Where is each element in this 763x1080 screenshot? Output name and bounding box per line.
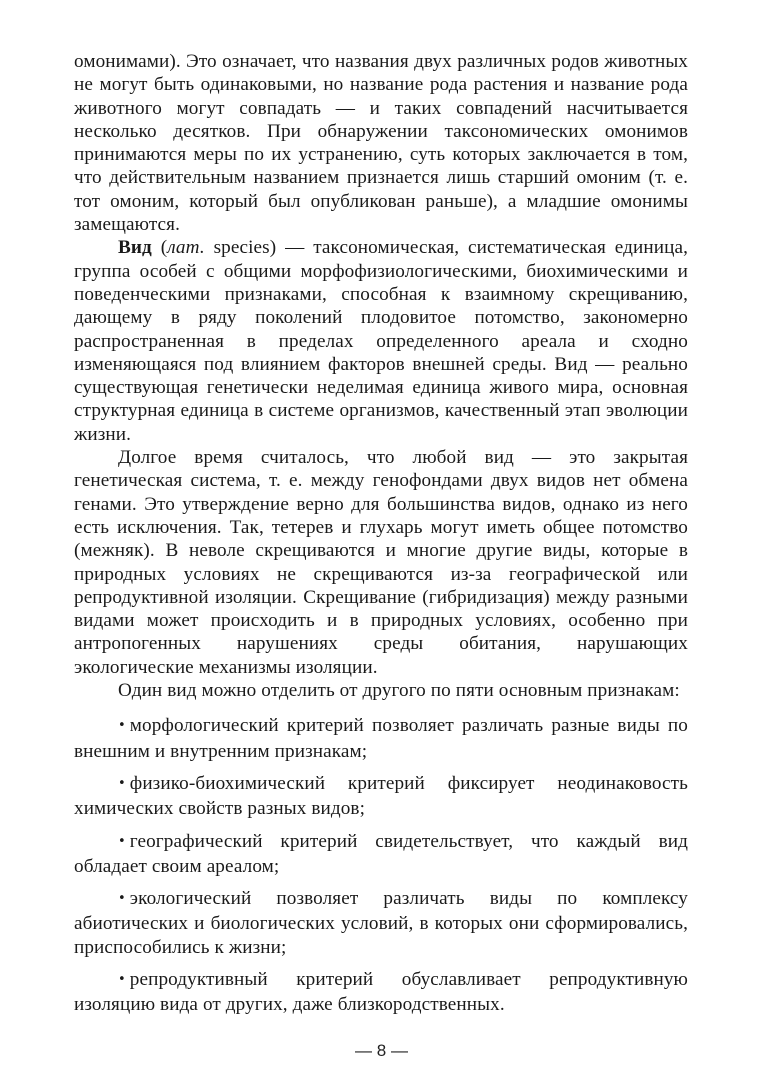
list-item-geographical: • географический критерий свидетельствует, что каждый вид обладает своим ареалом;: [74, 830, 688, 877]
list-item-reproductive: • репродуктивный критерий обуславливает репродуктивную изоляцию вида от других, даже близкородственных.: [74, 968, 688, 1016]
page-number: — 8 —: [355, 1041, 408, 1060]
paragraph-criteria-intro: Один вид можно отделить от другого по пяти основным признакам:: [118, 680, 680, 702]
page-body: [74, 50, 688, 1026]
paragraph-homonyms: омонимами). Это означает, что названия двух различных родов животных не могут быть одинаковыми, но название рода растения и название рода животного могут совпадать — и таких совпадений насчитывается несколько десятков. При обнаружении таксономических омонимов принимаются меры по их устранению, суть которых заключается в том, что действительным названием признается лишь старший омоним (т. е. тот омоним, который был опубликован раньше), а младшие омонимы замещаются.: [74, 51, 688, 236]
latin-abbrev: лат.: [167, 237, 205, 259]
bullet-icon: •: [118, 718, 126, 734]
term-species: Вид: [118, 237, 152, 259]
list-item-morphological: • морфологический критерий позволяет различать разные виды по внешним и внутренним признакам;: [74, 715, 688, 762]
paragraph-closed-genetic-system: Долгое время считалось, что любой вид — это закрытая генетическая система, т. е. между генофондами двух видов нет обмена генами. Это утверждение верно для большинства видов, однако из него есть исключения. Так, тетерев и глухарь могут иметь общее потомство (межняк). В неволе скрещиваются и многие другие виды, которые в природных условиях не скрещиваются из-за географической или репродуктивной изоляции. Скрещивание (гибридизация) между разными видами может происходить и в природных условиях, особенно при антропогенных нарушениях среды обитания, нарушающих экологические механизмы изоляции.: [74, 447, 688, 678]
bullet-icon: •: [118, 891, 126, 907]
paragraph-species-definition: Вид (лат. species) — таксономическая, систематическая единица, группа особей с общими морфофизиологическими, биохимическими и поведенческими признаками, способная к взаимному скрещиванию, дающему в ряду поколений плодовитое потомство, закономерно распространенная в пределах определенного ареала и сходно изменяющаяся под влиянием факторов внешней среды. Вид — реально существующая генетически неделимая единица живого мира, основная структурная единица в системе организмов, качественный этап эволюции жизни.: [74, 237, 689, 445]
bullet-icon: •: [118, 775, 126, 791]
bullet-icon: •: [118, 833, 126, 849]
bullet-icon: •: [118, 971, 126, 987]
list-item-biochemical: • физико-биохимический критерий фиксирует неодинаковость химических свойств разных видов;: [74, 772, 688, 820]
species-definition-text: — таксономическая, систематическая единица, группа особей с общими морфофизиологическими, биохимическими и поведенческими признаками, способная к взаимному скрещиванию, дающему в ряду поколений плодовитое потомство, закономерно распространенная в пределах определенного ареала и сходно изменяющаяся под влиянием факторов внешней среды. Вид — реально существующая генетически неделимая единица живого мира, основная структурная единица в системе организмов, качественный этап эволюции жизни.: [74, 237, 689, 445]
list-item-ecological: • экологический позволяет различать виды по комплексу абиотических и биологических условий, в которых они сформировались, приспособились к жизни;: [74, 888, 688, 958]
latin-word: species: [213, 237, 270, 259]
